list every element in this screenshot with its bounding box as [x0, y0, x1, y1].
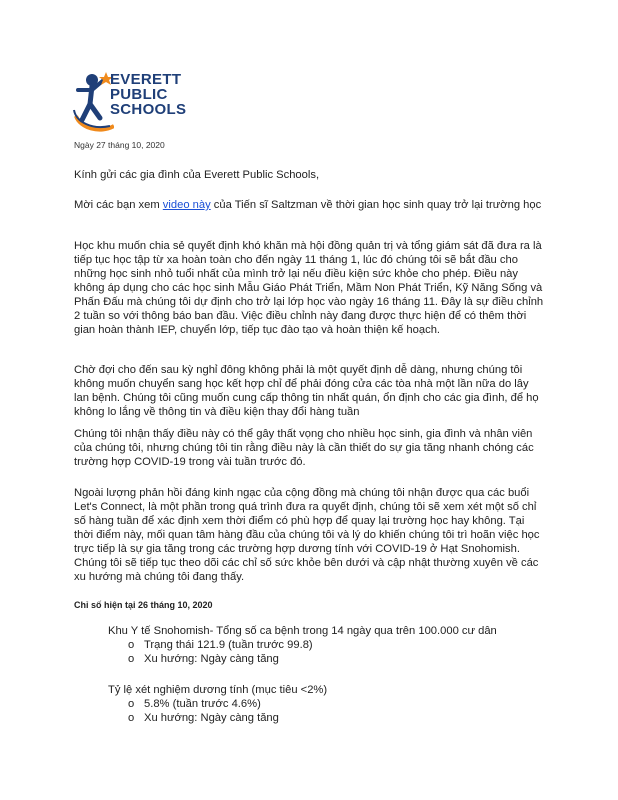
sub-bullet-icon: o: [128, 712, 135, 724]
indicator-trend: Xu hướng: Ngày càng tăng: [144, 653, 279, 665]
video-paragraph: [74, 198, 544, 212]
district-logo: [70, 70, 220, 134]
indicators-title: Chỉ số hiện tại 26 tháng 10, 2020: [74, 600, 213, 610]
indicator-title: Khu Y tế Snohomish- Tổng số ca bệnh trong 14 ngày qua trên 100.000 cư dân: [108, 625, 497, 637]
paragraph-winter-break: Chờ đợi cho đến sau kỳ nghỉ đông không phải là một quyết định dễ dàng, nhưng chúng tôi không muốn chuyển sang học kết hợp chỉ để phải đóng cửa các tòa nhà một lần nữa do lây lan bệnh. Chúng tôi cũng muốn cung cấp thông tin nhất quán, ổn định cho các gia đình, để họ không lo lắng về thông tin và điều kiện thay đổi hàng tuần: [74, 364, 539, 418]
greeting: Kính gửi các gia đình của Everett Public Schools,: [74, 169, 320, 181]
video-prefix: Mời các bạn xem: [74, 199, 163, 211]
sub-bullet-icon: o: [128, 653, 135, 665]
sub-bullet-icon: o: [128, 639, 135, 651]
indicator-status: Trạng thái 121.9 (tuần trước 99.8): [144, 639, 313, 651]
indicator-item: [92, 683, 562, 725]
paragraph-decision: Học khu muốn chia sẻ quyết định khó khăn mà hội đồng quản trị và tổng giám sát đã đưa ra là tiếp tục học tập từ xa hoàn toàn cho đến ngày 11 tháng 1, lúc đó chúng tôi sẽ bắt đầu cho những học sinh nhỏ tuổi nhất của mình trở lại nếu điều kiện sức khỏe cho phép. Điều này không áp dụng cho các học sinh Mẫu Giáo Phát Triển, Mầm Non Phát Triển, Kỹ Năng Sống và Phấn Đấu mà chúng tôi dự định cho trở lại lớp học vào ngày 16 tháng 11. Đây là sự điều chỉnh 2 tuần so với thông báo ban đầu. Việc điều chỉnh này đang được thực hiện để có thêm thời gian hoàn thành IEP, chuyển lớp, tiếp tục đào tạo và hoàn thiện kế hoạch.: [74, 240, 544, 336]
logo-wordmark: [110, 72, 186, 117]
letter-date: Ngày 27 tháng 10, 2020: [74, 140, 165, 150]
school-figure-icon: [70, 70, 114, 134]
paragraph-frustration: Chúng tôi nhận thấy điều này có thể gây thất vọng cho nhiều học sinh, gia đình và nhân viên của chúng tôi, nhưng chúng tôi tin rằng điều này là cần thiết do sự gia tăng nhanh chóng các trường hợp COVID-19 trong vài tuần trước đó.: [74, 428, 534, 468]
indicator-item: [92, 624, 562, 666]
logo-line-2: PUBLIC: [110, 86, 168, 103]
video-suffix: của Tiến sĩ Saltzman về thời gian học sinh quay trở lại trường học: [210, 199, 542, 211]
indicator-trend: Xu hướng: Ngày càng tăng: [144, 712, 279, 724]
video-link[interactable]: video này: [162, 199, 211, 211]
logo-line-1: EVERETT: [110, 71, 182, 88]
logo-line-3: SCHOOLS: [110, 101, 187, 118]
sub-bullet-icon: o: [128, 698, 135, 710]
paragraph-feedback: Ngoài lượng phản hồi đáng kinh ngạc của cộng đồng mà chúng tôi nhận được qua các buổi Let's Connect, là một phần trong quá trình đưa ra quyết định, chúng tôi sẽ xem xét một số chỉ số hàng tuần để xác định xem thời điểm có phù hợp để quay lại trường học hay không. Tại thời điểm này, mối quan tâm hàng đầu của chúng tôi và lý do khiến chúng tôi trì hoãn việc học trực tiếp là sự gia tăng trong các trường hợp dương tính với COVID-19 ở Hạt Snohomish. Chúng tôi sẽ tiếp tục theo dõi các chỉ số sức khỏe bên dưới và cập nhật thường xuyên về các xu hướng mà chúng tôi đang thấy.: [74, 487, 540, 583]
indicator-title: Tỷ lệ xét nghiệm dương tính (mục tiêu <2%): [108, 684, 328, 696]
indicator-status: 5.8% (tuần trước 4.6%): [144, 698, 261, 710]
